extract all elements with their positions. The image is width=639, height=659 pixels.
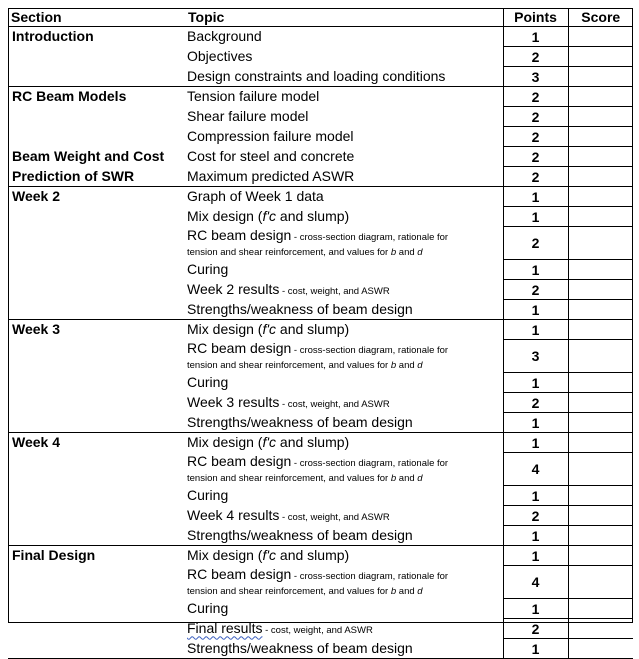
table-row <box>8 486 633 506</box>
topic-label: Week 4 results <box>187 506 280 523</box>
score-cell[interactable] <box>568 207 633 227</box>
table-row <box>8 413 633 433</box>
score-cell[interactable] <box>568 340 633 373</box>
and-text: and <box>396 246 418 258</box>
topic-cell <box>185 413 503 433</box>
topic-cell <box>185 300 503 320</box>
topic-cell <box>185 433 503 453</box>
rubric-table <box>8 8 633 659</box>
points-cell: 1 <box>503 207 568 227</box>
score-cell[interactable] <box>568 546 633 566</box>
topic-detail-line2: tension and shear reinforcement, and values for <box>187 585 391 597</box>
table-row <box>8 207 633 227</box>
score-cell[interactable] <box>568 413 633 433</box>
topic-cell <box>185 340 503 373</box>
section-label: RC Beam Models <box>12 88 127 104</box>
topic-detail: - cost, weight, and ASWR <box>279 285 390 297</box>
table-row <box>8 87 633 107</box>
score-cell[interactable] <box>568 147 633 167</box>
var-b: b <box>390 472 397 484</box>
table-row <box>8 639 633 659</box>
score-cell[interactable] <box>568 67 633 87</box>
points-cell: 1 <box>503 639 568 659</box>
table-row <box>8 340 633 373</box>
section-label: Final Design <box>12 547 96 563</box>
topic-cell <box>185 207 503 227</box>
score-cell[interactable] <box>568 393 633 413</box>
fc-symbol: f'c <box>262 547 277 563</box>
points-cell: 2 <box>503 87 568 107</box>
score-cell[interactable] <box>568 433 633 453</box>
topic-label: Curing <box>187 373 229 390</box>
points-cell: 2 <box>503 227 568 260</box>
topic-label-end: and slump) <box>276 434 350 450</box>
and-text: and <box>396 585 418 597</box>
points-cell: 4 <box>503 566 568 599</box>
table-row <box>8 320 633 340</box>
topic-label: Mix design ( <box>187 207 263 224</box>
topic-cell <box>185 27 503 47</box>
var-b: b <box>390 246 397 258</box>
table-row <box>8 599 633 619</box>
header-points: Points <box>503 9 568 27</box>
score-cell[interactable] <box>568 260 633 280</box>
topic-cell <box>185 453 503 486</box>
table-row <box>8 67 633 87</box>
header-row <box>8 9 633 27</box>
score-cell[interactable] <box>568 227 633 260</box>
score-cell[interactable] <box>568 453 633 486</box>
var-d: d <box>417 359 423 371</box>
section-cell <box>8 107 185 127</box>
topic-label: Strengths/weakness of beam design <box>187 413 413 430</box>
section-cell <box>8 433 185 453</box>
table-row <box>8 546 633 566</box>
header-score: Score <box>568 9 633 27</box>
section-cell <box>8 393 185 413</box>
topic-cell <box>185 147 503 167</box>
table-row <box>8 433 633 453</box>
table-row <box>8 187 633 207</box>
points-cell: 1 <box>503 526 568 546</box>
points-cell: 1 <box>503 413 568 433</box>
topic-label: Maximum predicted ASWR <box>187 167 355 184</box>
section-cell <box>8 340 185 373</box>
points-cell: 1 <box>503 300 568 320</box>
section-cell <box>8 260 185 280</box>
section-cell <box>8 47 185 67</box>
topic-label: Mix design ( <box>187 547 263 563</box>
section-label: Week 2 <box>12 188 60 204</box>
points-cell: 1 <box>503 320 568 340</box>
topic-label: Curing <box>187 260 229 277</box>
score-cell[interactable] <box>568 526 633 546</box>
section-cell <box>8 207 185 227</box>
table-row <box>8 260 633 280</box>
section-label: Week 4 <box>12 434 60 450</box>
var-d: d <box>417 472 423 484</box>
var-b: b <box>390 359 397 371</box>
table-row <box>8 107 633 127</box>
topic-cell <box>185 486 503 506</box>
topic-label-end: and slump) <box>276 207 350 224</box>
points-cell: 3 <box>503 67 568 87</box>
points-cell: 1 <box>503 546 568 566</box>
table-row <box>8 453 633 486</box>
fc-symbol: f'c <box>262 321 277 337</box>
points-cell: 2 <box>503 47 568 67</box>
topic-label: Strengths/weakness of beam design <box>187 300 413 317</box>
var-d: d <box>417 246 423 258</box>
topic-label-end: and slump) <box>276 547 350 563</box>
table-row <box>8 27 633 47</box>
topic-cell <box>185 107 503 127</box>
score-cell[interactable] <box>568 280 633 300</box>
score-cell[interactable] <box>568 506 633 526</box>
section-cell <box>8 320 185 340</box>
section-cell <box>8 127 185 147</box>
topic-label: Final results <box>187 619 263 636</box>
section-cell <box>8 373 185 393</box>
points-cell: 1 <box>503 260 568 280</box>
table-row <box>8 526 633 546</box>
section-cell <box>8 67 185 87</box>
topic-label: Graph of Week 1 data <box>187 188 324 204</box>
topic-cell <box>185 127 503 147</box>
topic-detail: - cost, weight, and ASWR <box>262 624 373 636</box>
topic-cell <box>185 47 503 67</box>
score-cell[interactable] <box>568 320 633 340</box>
topic-cell <box>185 320 503 340</box>
topic-detail: - cross-section diagram, rationale for <box>291 570 449 582</box>
topic-label: Objectives <box>187 47 253 64</box>
topic-label: Mix design ( <box>187 434 263 450</box>
topic-cell <box>185 546 503 566</box>
topic-label: RC beam design <box>187 339 292 356</box>
points-cell: 1 <box>503 486 568 506</box>
section-cell <box>8 546 185 566</box>
score-cell[interactable] <box>568 373 633 393</box>
topic-detail-line2: tension and shear reinforcement, and values for <box>187 246 391 258</box>
topic-detail: - cost, weight, and ASWR <box>279 511 390 523</box>
table-row <box>8 373 633 393</box>
topic-cell <box>185 526 503 546</box>
topic-cell <box>185 167 503 187</box>
topic-label: Week 3 results <box>187 393 280 410</box>
points-cell: 2 <box>503 167 568 187</box>
section-label: Beam Weight and Cost <box>12 147 165 164</box>
table-row <box>8 147 633 167</box>
score-cell[interactable] <box>568 187 633 207</box>
section-cell <box>8 413 185 433</box>
section-label: Introduction <box>12 28 94 44</box>
table-row <box>8 227 633 260</box>
topic-cell <box>185 639 503 659</box>
topic-cell <box>185 260 503 280</box>
topic-label: Tension failure model <box>187 88 320 104</box>
topic-label: Curing <box>187 599 229 616</box>
section-cell <box>8 506 185 526</box>
topic-cell <box>185 506 503 526</box>
topic-cell <box>185 566 503 599</box>
topic-label: Cost for steel and concrete <box>187 147 355 164</box>
topic-label: Background <box>187 28 262 44</box>
points-cell: 1 <box>503 27 568 47</box>
score-cell[interactable] <box>568 47 633 67</box>
points-cell: 1 <box>503 599 568 619</box>
score-cell[interactable] <box>568 639 633 659</box>
points-cell: 2 <box>503 393 568 413</box>
header-topic: Topic <box>185 9 503 27</box>
score-cell[interactable] <box>568 167 633 187</box>
table-row <box>8 280 633 300</box>
section-cell <box>8 599 185 619</box>
topic-label-end: and slump) <box>276 321 350 337</box>
points-cell: 2 <box>503 619 568 639</box>
score-cell[interactable] <box>568 300 633 320</box>
section-cell <box>8 639 185 659</box>
table-row <box>8 127 633 147</box>
topic-label: Strengths/weakness of beam design <box>187 526 413 543</box>
topic-label: Shear failure model <box>187 107 309 124</box>
topic-label: RC beam design <box>187 565 292 582</box>
topic-cell <box>185 187 503 207</box>
points-cell: 2 <box>503 127 568 147</box>
score-cell[interactable] <box>568 566 633 599</box>
section-cell <box>8 167 185 187</box>
section-cell <box>8 526 185 546</box>
section-cell <box>8 280 185 300</box>
grading-rubric-table <box>8 8 633 657</box>
topic-detail: - cross-section diagram, rationale for <box>291 457 449 469</box>
topic-cell <box>185 227 503 260</box>
table-row <box>8 393 633 413</box>
topic-cell <box>185 599 503 619</box>
section-cell <box>8 453 185 486</box>
points-cell: 2 <box>503 107 568 127</box>
topic-detail: - cost, weight, and ASWR <box>279 398 390 410</box>
topic-label: Compression failure model <box>187 127 354 144</box>
points-cell: 4 <box>503 453 568 486</box>
topic-cell <box>185 393 503 413</box>
points-cell: 1 <box>503 187 568 207</box>
fc-symbol: f'c <box>262 207 277 224</box>
section-cell <box>8 27 185 47</box>
table-row <box>8 47 633 67</box>
points-cell: 2 <box>503 280 568 300</box>
topic-label: Curing <box>187 486 229 503</box>
var-d: d <box>417 585 423 597</box>
rubric-body <box>8 27 633 659</box>
topic-detail-line2: tension and shear reinforcement, and values for <box>187 359 391 371</box>
topic-label: RC beam design <box>187 226 292 243</box>
fc-symbol: f'c <box>262 434 277 450</box>
topic-detail: - cross-section diagram, rationale for <box>291 344 449 356</box>
topic-detail: - cross-section diagram, rationale for <box>291 231 449 243</box>
score-cell[interactable] <box>568 127 633 147</box>
section-label: Week 3 <box>12 321 60 337</box>
topic-cell <box>185 67 503 87</box>
table-row <box>8 167 633 187</box>
points-cell: 3 <box>503 340 568 373</box>
topic-label: RC beam design <box>187 452 292 469</box>
table-row <box>8 506 633 526</box>
score-cell[interactable] <box>568 486 633 506</box>
header-section: Section <box>8 9 185 27</box>
topic-cell <box>185 373 503 393</box>
var-b: b <box>390 585 397 597</box>
score-cell[interactable] <box>568 599 633 619</box>
topic-cell <box>185 280 503 300</box>
section-cell <box>8 300 185 320</box>
section-cell <box>8 87 185 107</box>
score-cell[interactable] <box>568 107 633 127</box>
score-cell[interactable] <box>568 27 633 47</box>
points-cell: 1 <box>503 373 568 393</box>
points-cell: 2 <box>503 506 568 526</box>
section-cell <box>8 227 185 260</box>
topic-label: Strengths/weakness of beam design <box>187 639 413 656</box>
table-row <box>8 300 633 320</box>
section-cell <box>8 566 185 599</box>
topic-label: Week 2 results <box>187 280 280 297</box>
topic-label: Design constraints and loading conditions <box>187 67 446 84</box>
and-text: and <box>396 359 418 371</box>
score-cell[interactable] <box>568 87 633 107</box>
table-row <box>8 566 633 599</box>
section-cell <box>8 147 185 167</box>
points-cell: 1 <box>503 433 568 453</box>
section-cell <box>8 187 185 207</box>
topic-cell <box>185 87 503 107</box>
and-text: and <box>396 472 418 484</box>
section-cell <box>8 486 185 506</box>
topic-label: Mix design ( <box>187 321 263 337</box>
topic-detail-line2: tension and shear reinforcement, and values for <box>187 472 391 484</box>
points-cell: 2 <box>503 147 568 167</box>
section-label: Prediction of SWR <box>12 167 135 184</box>
